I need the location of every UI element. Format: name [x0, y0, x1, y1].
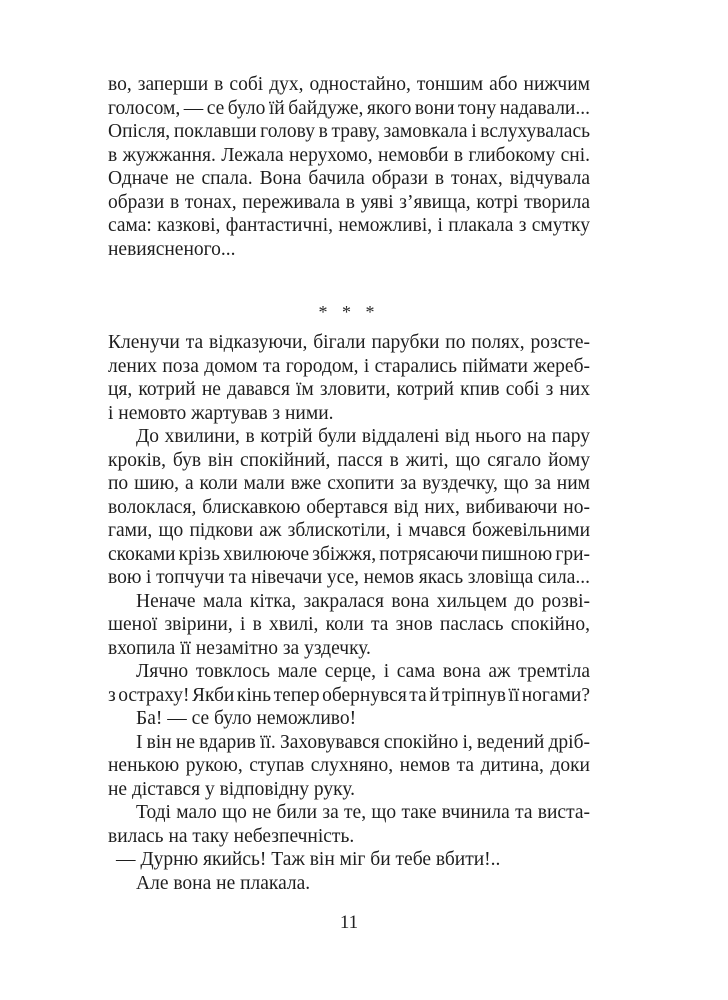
text-line: і немовто жартував з ними. — [108, 402, 334, 424]
text-line: вхопила її незамітно за уздечку. — [108, 637, 371, 659]
text-line: Одначе не спала. Вона бачила образи в тонах, відчувала — [108, 168, 590, 189]
text-line: не дістався у відповідну руку. — [108, 778, 356, 800]
text-line: волоклася, блискавкою обертався від них, вибиваючи но- — [108, 496, 590, 518]
text-line: во, заперши в собі дух, одностайно, тоншим або нижчим — [108, 74, 590, 95]
page-text — [108, 73, 590, 895]
text-line: Тоді мало що не били за те, що таке вчинила та виста- — [136, 802, 590, 823]
text-line: по шию, а коли мали вже схопити за вуздечку, що за ним — [108, 473, 590, 494]
text-line: лених поза домом та городом, і старались піймати жереб- — [108, 355, 590, 377]
text-line: вилась на таку небезпечність. — [108, 825, 355, 847]
text-line: скоками крізь хвилююче збіжжя, потрясаючи пишною гри- — [108, 543, 590, 565]
text-line: Ба! — се було неможливо! — [136, 708, 357, 729]
text-line: образи в тонах, переживала в уяві з’явища, котрі творила — [108, 191, 590, 213]
text-line: ненькою рукою, ступав слухняно, немов та дитина, доки — [108, 755, 590, 776]
text-line: з остраху! Якби кінь тепер обернувся та й тріпнув її ногами? — [108, 684, 591, 706]
text-line: ця, котрий не давався їм зловити, котрий кпив собі з них — [108, 379, 590, 400]
text-line: шеної звірини, і в хвилі, коли та знов паслась спокійно, — [108, 614, 590, 635]
text-line: сама: казкові, фантастичні, неможливі, і плакала з смутку — [108, 215, 590, 236]
text-line: — Дурню якийсь! Таж він міг би тебе вбити!.. — [116, 849, 501, 870]
page-number: 11 — [339, 912, 359, 933]
text-line: вою і топчучи та нівечачи усе, немов якась зловіща сила... — [108, 567, 590, 588]
section-separator: * * * — [318, 302, 380, 322]
text-line: Лячно товклось мале серце, і сама вона аж тремтіла — [136, 661, 590, 682]
text-line: До хвилини, в котрій були віддалені від нього на пару — [136, 426, 590, 447]
text-line: гами, що підкови аж зблискотіли, і мчався божевільними — [108, 520, 590, 541]
text-line: Кленучи та відказуючи, бігали парубки по полях, розсте- — [108, 332, 590, 353]
text-line: Але вона не плакала. — [136, 872, 311, 894]
text-line: Опісля, поклавши голову в траву, замовкала і вслухувалась — [108, 121, 590, 142]
text-line: голосом, — се було їй байдуже, якого вони тону надавали... — [108, 97, 590, 119]
text-line: кроків, був він спокійний, пасся в житі, що сягало йому — [108, 449, 590, 471]
text-line: Неначе мала кітка, закралася вона хильцем до розві- — [136, 590, 590, 612]
text-line: в жужжання. Лежала нерухомо, немовби в глибокому сні. — [108, 144, 590, 166]
text-line: І він не вдарив її. Заховувався спокійно і, ведений дріб- — [136, 731, 590, 753]
text-line: невиясненого... — [108, 238, 236, 260]
